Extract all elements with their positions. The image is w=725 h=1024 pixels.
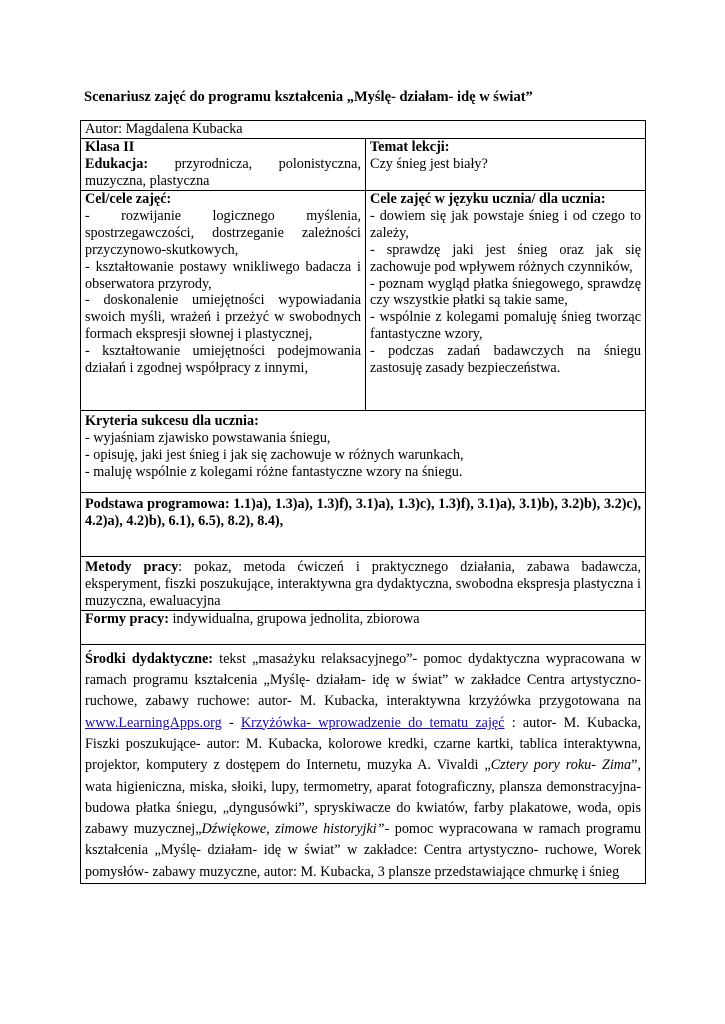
learningapps-link[interactable]: www.LearningApps.org bbox=[85, 714, 222, 731]
methods-cell bbox=[81, 557, 646, 611]
crossword-link[interactable]: Krzyżówka- wprowadzenie do tematu zajęć bbox=[240, 714, 505, 731]
criteria-row bbox=[81, 411, 646, 493]
methods-row bbox=[81, 557, 646, 611]
author: Autor: Magdalena Kubacka bbox=[85, 121, 243, 137]
criteria-item: - maluję wspólnie z kolegami różne fantastyczne wzory na śniegu. bbox=[85, 463, 463, 480]
criteria-item: - wyjaśniam zjawisko powstawania śniegu, bbox=[85, 429, 331, 446]
class-topic-row bbox=[81, 139, 646, 191]
goal-item: - rozwijanie logicznego myślenia, spostrzegawczości, dostrzeganie zależności przyczynowo-skutkowych, bbox=[85, 207, 361, 258]
forms-cell bbox=[81, 610, 646, 644]
forms-value: indywidualna, grupowa jednolita, zbiorowa bbox=[168, 610, 420, 627]
student-goal-item: - sprawdzę jaki jest śnieg oraz jak się zachowuje pod wpływem różnych czynników, bbox=[370, 241, 641, 275]
criteria-item: - opisuję, jaki jest śnieg i jak się zachowuje w różnych warunkach, bbox=[85, 446, 464, 463]
methods-label: Metody pracy bbox=[85, 559, 179, 575]
topic-value: Czy śnieg jest biały? bbox=[370, 155, 488, 172]
student-goals-label: Cele zajęć w języku ucznia/ dla ucznia: bbox=[370, 191, 606, 207]
goals-row bbox=[81, 191, 646, 411]
class-cell bbox=[81, 139, 366, 191]
student-goal-item: - poznam wygląd płatka śniegowego, sprawdzę czy wszystkie płatki są takie same, bbox=[370, 275, 641, 309]
methods-value: : pokaz, metoda ćwiczeń i praktycznego działania, zabawa badawcza, eksperyment, fiszki poszukujące, interaktywna gra dydaktyczna, swobodna ekspresja plastyczna i muzyczna, ewaluacyjna bbox=[85, 559, 641, 609]
student-goals-cell bbox=[366, 191, 646, 411]
topic-cell bbox=[366, 139, 646, 191]
curriculum-row bbox=[81, 493, 646, 557]
vivaldi-title: Cztery pory roku- Zima bbox=[490, 757, 632, 774]
topic-label: Temat lekcji: bbox=[370, 139, 450, 155]
means-text: - pomoc wypracowana w ramach programu kształcenia „Myślę- działam- idę w świat” w zakładce: Centra artystyczno- ruchowe, Worek pomysłów- zabawy muzyczne, autor: M. Kubacka, 3 plansze przedstawiające chmurkę i śnieg bbox=[85, 821, 641, 880]
means-text: : autor- M. Kubacka, Fiszki poszukujące- autor: M. Kubacka, kolorowe kredki, czarne kartki, tablica interaktywna, projektor, komputery z dostępem do Internetu, muzyka A. Vivaldi „ bbox=[85, 714, 641, 774]
goals-cell bbox=[81, 191, 366, 411]
student-goal-item: - podczas zadań badawczych na śniegu zastosuję zasady bezpieczeństwa. bbox=[370, 343, 641, 377]
means-label: Środki dydaktyczne: bbox=[85, 650, 214, 667]
page-title: Scenariusz zajęć do programu kształcenia „Myślę- działam- idę w świat” bbox=[84, 89, 533, 105]
criteria-label: Kryteria sukcesu dla ucznia: bbox=[85, 413, 259, 429]
goals-label: Cel/cele zajęć: bbox=[85, 191, 172, 207]
class-label: Klasa II bbox=[85, 139, 135, 155]
author-row bbox=[81, 121, 646, 139]
means-separator: - bbox=[221, 714, 241, 731]
student-goal-item: - dowiem się jak powstaje śnieg i od czego to zależy, bbox=[370, 207, 641, 241]
forms-row bbox=[81, 610, 646, 644]
music-game-title: Dźwiękowe, zimowe historyjki” bbox=[201, 821, 385, 838]
education-value: przyrodnicza, polonistyczna, muzyczna, plastyczna bbox=[85, 155, 361, 189]
means-row bbox=[81, 644, 646, 883]
criteria-cell bbox=[81, 411, 646, 493]
means-text: ”, wata higieniczna, miska, słoiki, lupy, termometry, aparat fotograficzny, plansza demonstracyjna- budowa płatka śniegu, „dyngusówki”, spryskiwacze do kwiatów, farby plakatowe, woda, opis zabawy muzycznej„ bbox=[85, 757, 641, 838]
curriculum-text: Podstawa programowa: 1.1)a), 1.3)a), 1.3)f), 3.1)a), 1.3)c), 1.3)f), 3.1)a), 3.1)b), 3.2)b), 3.2)c), 4.2)a), 4.2)b), 6.1), 6.5), 8.2), 8.4), bbox=[85, 496, 641, 529]
means-cell bbox=[81, 644, 646, 883]
lesson-table bbox=[80, 120, 646, 884]
education-label: Edukacja: bbox=[85, 155, 149, 172]
means-text: tekst „masażyku relaksacyjnego”- pomoc dydaktyczna wypracowana w ramach programu kształcenia „Myślę- działam- idę w świat” w zakładce Centra artystyczno-ruchowe, zabawy ruchowe: autor- M. Kubacka, interaktywna krzyżówka przygotowana na bbox=[85, 650, 641, 710]
goal-item: - kształtowanie postawy wnikliwego badacza i obserwatora przyrody, bbox=[85, 258, 361, 292]
author-cell bbox=[81, 121, 646, 139]
forms-label: Formy pracy: bbox=[85, 610, 169, 627]
curriculum-cell bbox=[81, 493, 646, 557]
student-goal-item: - wspólnie z kolegami pomaluję śnieg tworząc fantastyczne wzory, bbox=[370, 309, 641, 343]
goal-item: - doskonalenie umiejętności wypowiadania swoich myśli, wrażeń i przeżyć w swobodnych formach ekspresji słownej i plastycznej, bbox=[85, 292, 361, 343]
goal-item: - kształtowanie umiejętności podejmowania działań i zgodnej współpracy z innymi, bbox=[85, 343, 361, 377]
